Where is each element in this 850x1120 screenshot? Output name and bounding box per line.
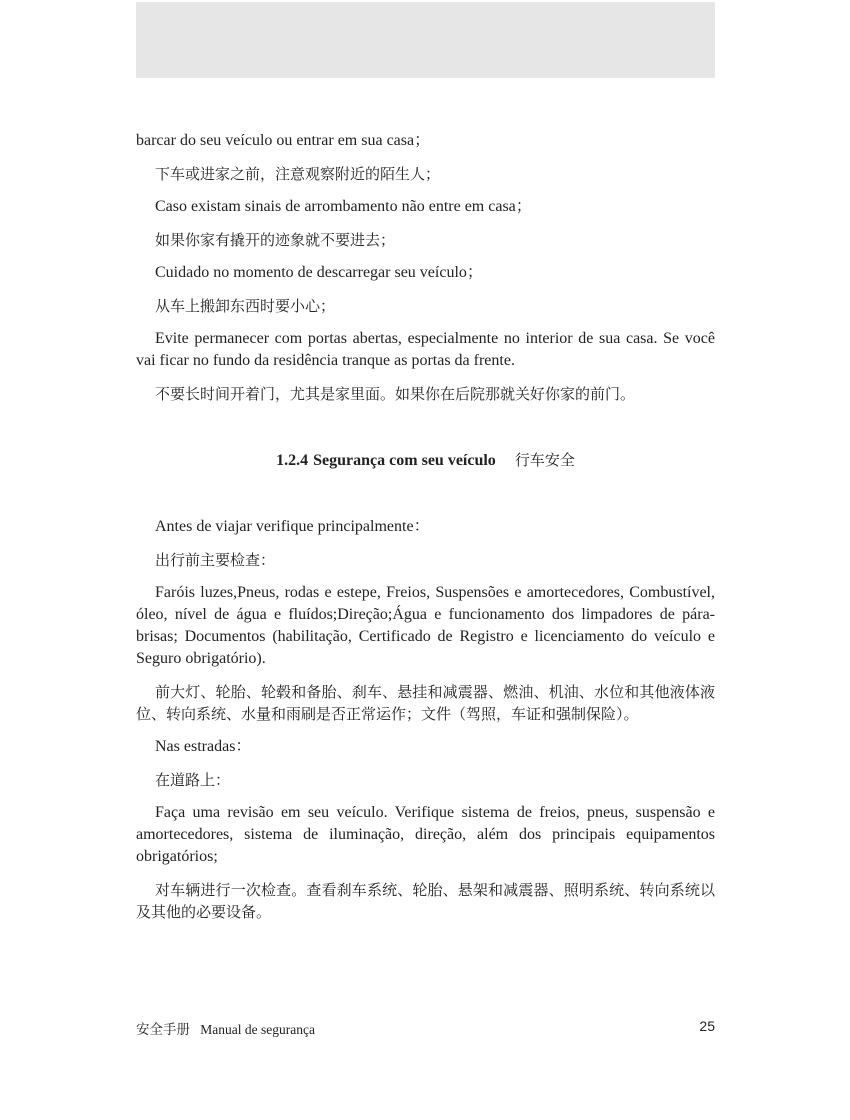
paragraph-zh: 下车或进家之前，注意观察附近的陌生人； — [155, 165, 441, 183]
paragraph-pt: Cuidado no momento de descarregar seu veículo； — [155, 264, 483, 281]
paragraph-zh: 从车上搬卸东西时要小心； — [155, 297, 336, 315]
footer-title-pt: Manual de segurança — [200, 1022, 315, 1037]
section-number: 1.2.4 — [276, 452, 309, 469]
paragraph-pt: Evite permanecer com portas abertas, especialmente no interior de sua casa. Se você vai ficar no fundo da residência tranque as portas da frente. — [136, 330, 715, 369]
paragraph-pt: barcar do seu veículo ou entrar em sua casa； — [136, 132, 431, 149]
paragraph-zh: 出行前主要检查： — [155, 551, 276, 569]
page-footer — [136, 1018, 715, 1040]
paragraph-zh: 如果你家有撬开的迹象就不要进去； — [155, 231, 396, 249]
paragraph-pt: Faróis luzes,Pneus, rodas e estepe, Freios, Suspensões e amortecedores, Combustível, óleo, nível de água e fluídos;Direção;Água e funcionamento dos limpadores de pára-brisas; Documentos (habilitação, Certificado de Registro e licenciamento do veículo e Seguro obrigatório). — [136, 584, 715, 667]
page-body — [136, 130, 715, 923]
section-heading — [136, 449, 715, 472]
section-title-pt: Segurança com seu veículo — [313, 452, 496, 469]
paragraph-zh: 在道路上： — [155, 771, 231, 789]
paragraph-pt: Faça uma revisão em seu veículo. Verifique sistema de freios, pneus, suspensão e amortecedores, sistema de iluminação, direção, além dos principais equipamentos obrigatórios; — [136, 804, 715, 865]
section-title-zh: 行车安全 — [514, 451, 575, 469]
paragraph-pt: Caso existam sinais de arrombamento não entre em casa； — [155, 198, 532, 215]
paragraph-zh: 前大灯、轮胎、轮毂和备胎、刹车、悬挂和减震器、燃油、机油、水位和其他液体液位、转向系统、水量和雨刷是否正常运作；文件（驾照，车证和强制保险）。 — [136, 683, 715, 723]
footer-title — [136, 1018, 315, 1038]
footer-title-zh: 安全手册 — [136, 1022, 190, 1038]
paragraph-pt: Nas estradas： — [155, 738, 252, 755]
header-band — [136, 2, 715, 78]
paragraph-pt: Antes de viajar verifique principalmente： — [155, 518, 430, 535]
paragraph-zh: 不要长时间开着门，尤其是家里面。如果你在后院那就关好你家的前门。 — [155, 385, 636, 403]
paragraph-zh: 对车辆进行一次检查。查看刹车系统、轮胎、悬架和减震器、照明系统、转向系统以及其他的必要设备。 — [136, 881, 715, 921]
page-number: 25 — [699, 1018, 715, 1034]
